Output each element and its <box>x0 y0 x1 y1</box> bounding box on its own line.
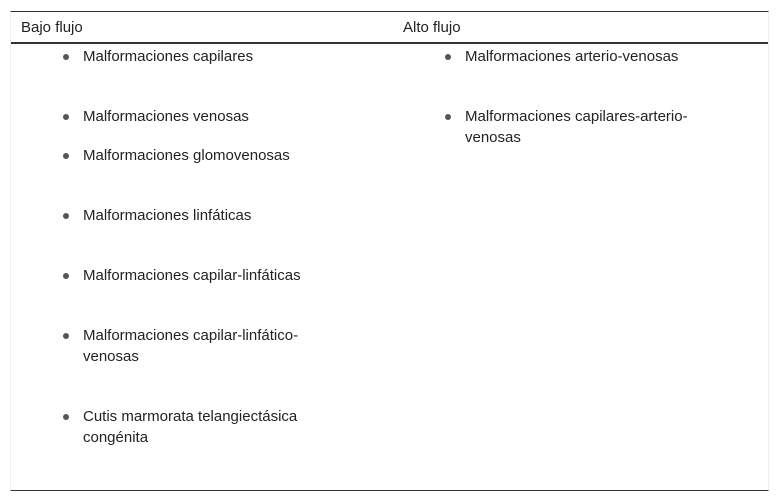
list-item-label: Malformaciones capilares <box>83 48 254 65</box>
list-item <box>63 145 333 166</box>
header-low-flow: Bajo flujo <box>21 19 83 36</box>
list-item-label: Malformaciones capilar-linfáticas <box>83 267 301 284</box>
bullet-icon <box>63 414 69 420</box>
list-item <box>63 325 333 367</box>
list-item <box>63 265 333 286</box>
low-flow-list <box>63 46 333 448</box>
bullet-icon <box>63 54 69 60</box>
list-item-label: Malformaciones capilar-linfático-venosas <box>83 327 299 365</box>
list-item-label: Malformaciones arterio-venosas <box>465 48 679 65</box>
list-item-label: Malformaciones linfáticas <box>83 207 252 224</box>
list-item <box>445 106 715 148</box>
list-item-label: Cutis marmorata telangiectásica congénita <box>83 408 298 446</box>
bullet-icon <box>63 114 69 120</box>
list-item <box>63 106 333 127</box>
bullet-icon <box>63 153 69 159</box>
list-item <box>445 46 715 67</box>
bullet-icon <box>445 114 451 120</box>
header-high-flow: Alto flujo <box>403 19 461 36</box>
list-item <box>63 205 333 226</box>
list-item <box>63 46 333 67</box>
list-item-label: Malformaciones venosas <box>83 108 249 125</box>
bullet-icon <box>63 333 69 339</box>
list-item <box>63 406 333 448</box>
high-flow-list <box>445 46 715 148</box>
classification-table <box>10 11 769 491</box>
table-header-row <box>11 12 768 44</box>
bullet-icon <box>63 213 69 219</box>
list-item-label: Malformaciones capilares-arterio-venosas <box>465 108 688 146</box>
bullet-icon <box>445 54 451 60</box>
bullet-icon <box>63 273 69 279</box>
list-item-label: Malformaciones glomovenosas <box>83 147 290 164</box>
